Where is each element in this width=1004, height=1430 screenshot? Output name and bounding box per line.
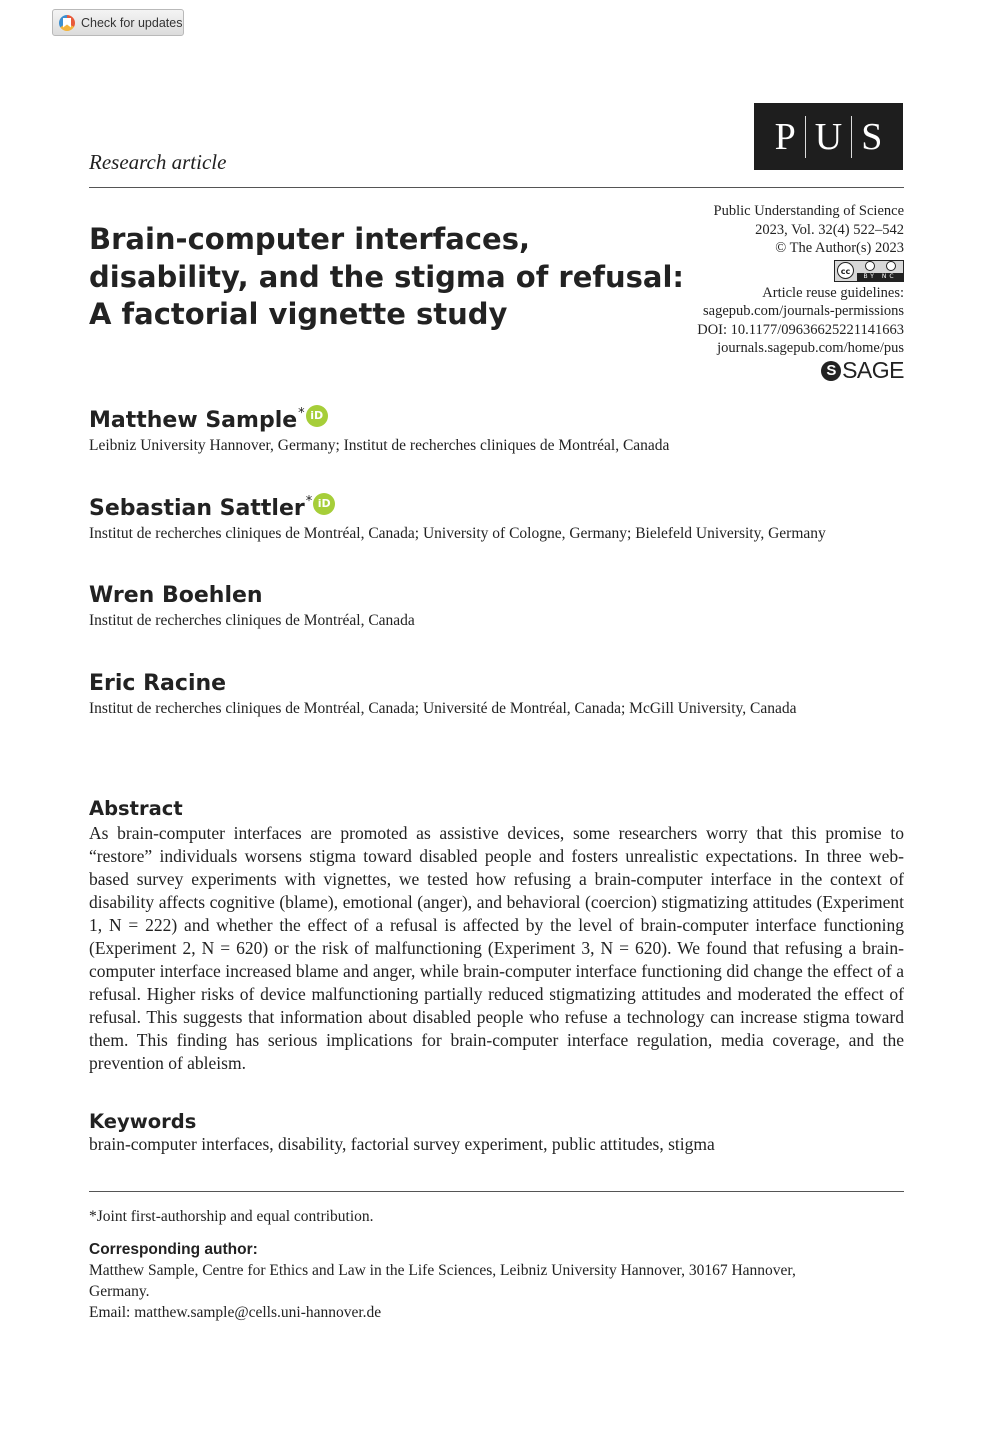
sage-logo (821, 357, 904, 384)
keywords-heading: Keywords (89, 1110, 197, 1133)
logo-letter-p: P (774, 115, 796, 158)
author-affiliation: Leibniz University Hannover, Germany; Institut de recherches cliniques de Montréal, Canada (89, 437, 670, 454)
check-for-updates-label: Check for updates (81, 15, 183, 30)
orcid-icon[interactable]: iD (306, 405, 328, 427)
author-name: Sebastian Sattler * iD (89, 496, 335, 521)
keywords-text: brain-computer interfaces, disability, factorial survey experiment, public attitudes, stigma (89, 1134, 715, 1154)
author-name: Eric Racine (89, 671, 227, 696)
corresponding-author-heading: Corresponding author: (89, 1241, 258, 1258)
cc-terms: BY NC (857, 273, 903, 281)
journal-logo (754, 103, 903, 170)
author-affiliation: Institut de recherches cliniques de Montréal, Canada (89, 612, 415, 629)
author-name: Matthew Sample * iD (89, 408, 328, 433)
orcid-icon[interactable]: iD (313, 493, 335, 515)
corresponding-author-address: Matthew Sample, Centre for Ethics and Law in the Life Sciences, Leibniz University Hannover, 30167 Hannover, (89, 1262, 796, 1279)
sage-s-icon: S (821, 361, 841, 381)
corresponding-author-block (89, 1239, 796, 1323)
corresponding-author-email[interactable]: Email: matthew.sample@cells.uni-hannover.de (89, 1304, 382, 1321)
author-affiliation: Institut de recherches cliniques de Montréal, Canada; University of Cologne, Germany; Bielefeld University, Germany (89, 525, 826, 542)
author-affiliation: Institut de recherches cliniques de Montréal, Canada; Université de Montréal, Canada; McGill University, Canada (89, 700, 797, 717)
nc-icon (886, 261, 896, 271)
reuse-link[interactable]: sagepub.com/journals-permissions (703, 303, 904, 319)
doi[interactable]: DOI: 10.1177/09636625221141663 (697, 321, 904, 338)
author-name: Wren Boehlen (89, 583, 263, 608)
footnote-rule (89, 1191, 904, 1192)
cc-mark: cc (837, 262, 854, 279)
joint-authorship-note: *Joint first-authorship and equal contribution. (89, 1208, 374, 1225)
journal-homepage[interactable]: journals.sagepub.com/home/pus (717, 340, 904, 356)
check-for-updates-button[interactable] (52, 9, 184, 36)
copyright: © The Author(s) 2023 (775, 240, 904, 256)
header-rule (89, 187, 904, 188)
abstract-text: As brain-computer interfaces are promoted as assistive devices, some researchers worry that this promise to “restore” individuals worsens stigma toward disabled people and fosters unrealistic expectations. In three web-based survey experiments with vignettes, we tested how refusing a brain-computer interface in the context of disability affects cognitive (blame), emotional (anger), and behavioral (coercion) stigmatizing attitudes (Experiment 1, N = 222) and whether the effect of a refusal is affected by the level of brain-computer interface functioning (Experiment 2, N = 620) or the risk of malfunctioning (Experiment 3, N = 620). We found that refusing a brain-computer interface increased blame and anger, while brain-computer interface functioning did change the effect of a refusal. Higher risks of device malfunctioning partially reduced stigmatizing attitudes and moderated the effect of refusal. This suggests that information about disabled people who refuse a technology can increase stigma toward them. This finding has serious implications for brain-computer interface regulation, media coverage, and the prevention of ableism. (89, 823, 904, 1073)
cc-license-icon[interactable] (834, 260, 904, 282)
crossmark-icon (59, 15, 75, 31)
corresponding-author-country: Germany. (89, 1283, 150, 1300)
journal-meta (697, 202, 904, 384)
journal-name: Public Understanding of Science (713, 203, 904, 219)
by-icon (865, 261, 875, 271)
logo-letter-u: U (814, 115, 843, 158)
abstract-heading: Abstract (89, 797, 183, 820)
volume-info: 2023, Vol. 32(4) 522–542 (755, 221, 904, 238)
paper-title: Brain-computer interfaces, disability, and the stigma of refusal: A factorial vignette study (89, 222, 685, 331)
reuse-label: Article reuse guidelines: (762, 284, 904, 301)
article-type: Research article (89, 150, 227, 174)
publisher-name: SAGE (842, 357, 904, 384)
logo-letter-s: S (861, 115, 883, 158)
